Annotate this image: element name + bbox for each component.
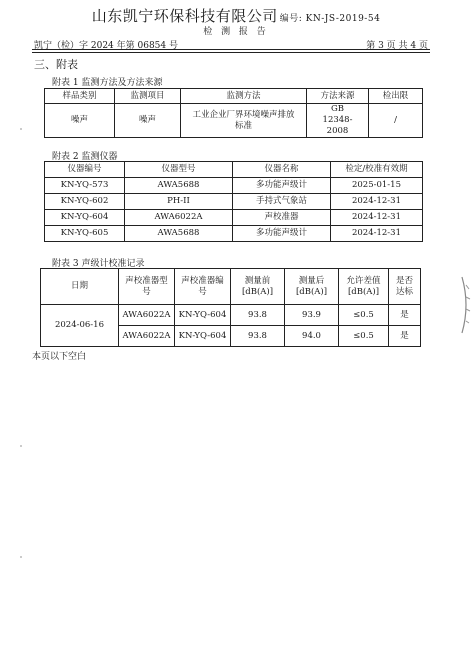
table-header-row — [45, 162, 423, 178]
header-cell: 仪器型号 — [125, 162, 233, 178]
table-row — [45, 226, 423, 242]
table-cell: AWA6022A — [119, 326, 175, 347]
table-cell: 93.9 — [285, 305, 339, 326]
table-row — [41, 305, 421, 326]
table-cell: ≤0.5 — [339, 326, 389, 347]
table-cell: 93.8 — [231, 326, 285, 347]
header-cell: 仪器名称 — [233, 162, 331, 178]
header-rule-thin — [32, 52, 430, 53]
scan-speck — [20, 128, 22, 130]
table-row — [45, 104, 423, 138]
blank-note: 本页以下空白 — [32, 352, 87, 362]
instrument-table — [44, 161, 423, 242]
header-cell: 方法来源 — [307, 89, 369, 104]
page-indicator: 第 3 页 共 4 页 — [366, 41, 428, 51]
scan-speck — [20, 556, 22, 558]
table-cell: 声校准器 — [233, 210, 331, 226]
table-cell: 93.8 — [231, 305, 285, 326]
table3-caption: 附表 3 声级计校准记录 — [52, 259, 145, 269]
header-cell: 样品类别 — [45, 89, 115, 104]
table-header-row — [41, 269, 421, 305]
table-cell: 94.0 — [285, 326, 339, 347]
table-cell: 2025-01-15 — [331, 178, 423, 194]
table-cell: PH-II — [125, 194, 233, 210]
header-cell: 日期 — [41, 269, 119, 305]
header-cell: 监测方法 — [181, 89, 307, 104]
table-cell: KN-YQ-602 — [45, 194, 125, 210]
table-row — [45, 178, 423, 194]
header-cell: 测量后 [dB(A)] — [285, 269, 339, 305]
seal-edge-mark — [460, 275, 472, 339]
company-name: 山东凯宁环保科技有限公司 — [91, 7, 278, 25]
header-cell: 是否达标 — [389, 269, 421, 305]
document-code: 编号: KN-JS-2019-54 — [279, 14, 381, 24]
table-cell: 是 — [389, 305, 421, 326]
table-cell: AWA6022A — [125, 210, 233, 226]
header-cell: 检定/校准有效期 — [331, 162, 423, 178]
table-cell: KN-YQ-573 — [45, 178, 125, 194]
scan-speck — [20, 445, 22, 447]
table-cell: AWA5688 — [125, 178, 233, 194]
table-cell: KN-YQ-604 — [45, 210, 125, 226]
table-cell: 是 — [389, 326, 421, 347]
table-cell: AWA5688 — [125, 226, 233, 242]
header-cell: 允许差值 [dB(A)] — [339, 269, 389, 305]
header-cell: 声校准器编号 — [175, 269, 231, 305]
header-cell: 检出限 — [369, 89, 423, 104]
table-cell: 噪声 — [115, 104, 181, 138]
table-row — [45, 194, 423, 210]
table-row — [45, 210, 423, 226]
header-cell: 监测项目 — [115, 89, 181, 104]
header-rule — [32, 49, 430, 50]
table-cell: ≤0.5 — [339, 305, 389, 326]
table-cell: KN-YQ-605 — [45, 226, 125, 242]
table-header-row — [45, 89, 423, 104]
header-cell: 仪器编号 — [45, 162, 125, 178]
report-number: 凯宁（检）字 2024 年第 06854 号 — [34, 41, 178, 51]
header-cell: 测量前 [dB(A)] — [231, 269, 285, 305]
table-cell: 2024-12-31 — [331, 226, 423, 242]
table-cell: 多功能声级计 — [233, 178, 331, 194]
section-title: 三、附表 — [34, 58, 78, 71]
table-cell: / — [369, 104, 423, 138]
table-cell: GB 12348-2008 — [307, 104, 369, 138]
date-cell: 2024-06-16 — [41, 305, 119, 347]
table-cell: KN-YQ-604 — [175, 326, 231, 347]
table2-caption: 附表 2 监测仪器 — [52, 152, 118, 162]
table-cell: 工业企业厂界环境噪声排放标准 — [181, 104, 307, 138]
calibration-table — [40, 268, 421, 347]
table-cell: 2024-12-31 — [331, 210, 423, 226]
table-cell: 手持式气象站 — [233, 194, 331, 210]
table-cell: 噪声 — [45, 104, 115, 138]
table-cell: AWA6022A — [119, 305, 175, 326]
table1-caption: 附表 1 监测方法及方法来源 — [52, 78, 163, 88]
table-cell: KN-YQ-604 — [175, 305, 231, 326]
table-cell: 2024-12-31 — [331, 194, 423, 210]
report-subtitle: 检 测 报 告 — [203, 27, 269, 37]
report-header — [0, 5, 472, 26]
header-cell: 声校准器型号 — [119, 269, 175, 305]
seal-edge-mark-icon — [460, 275, 472, 335]
method-table — [44, 88, 423, 138]
table-cell: 多功能声级计 — [233, 226, 331, 242]
